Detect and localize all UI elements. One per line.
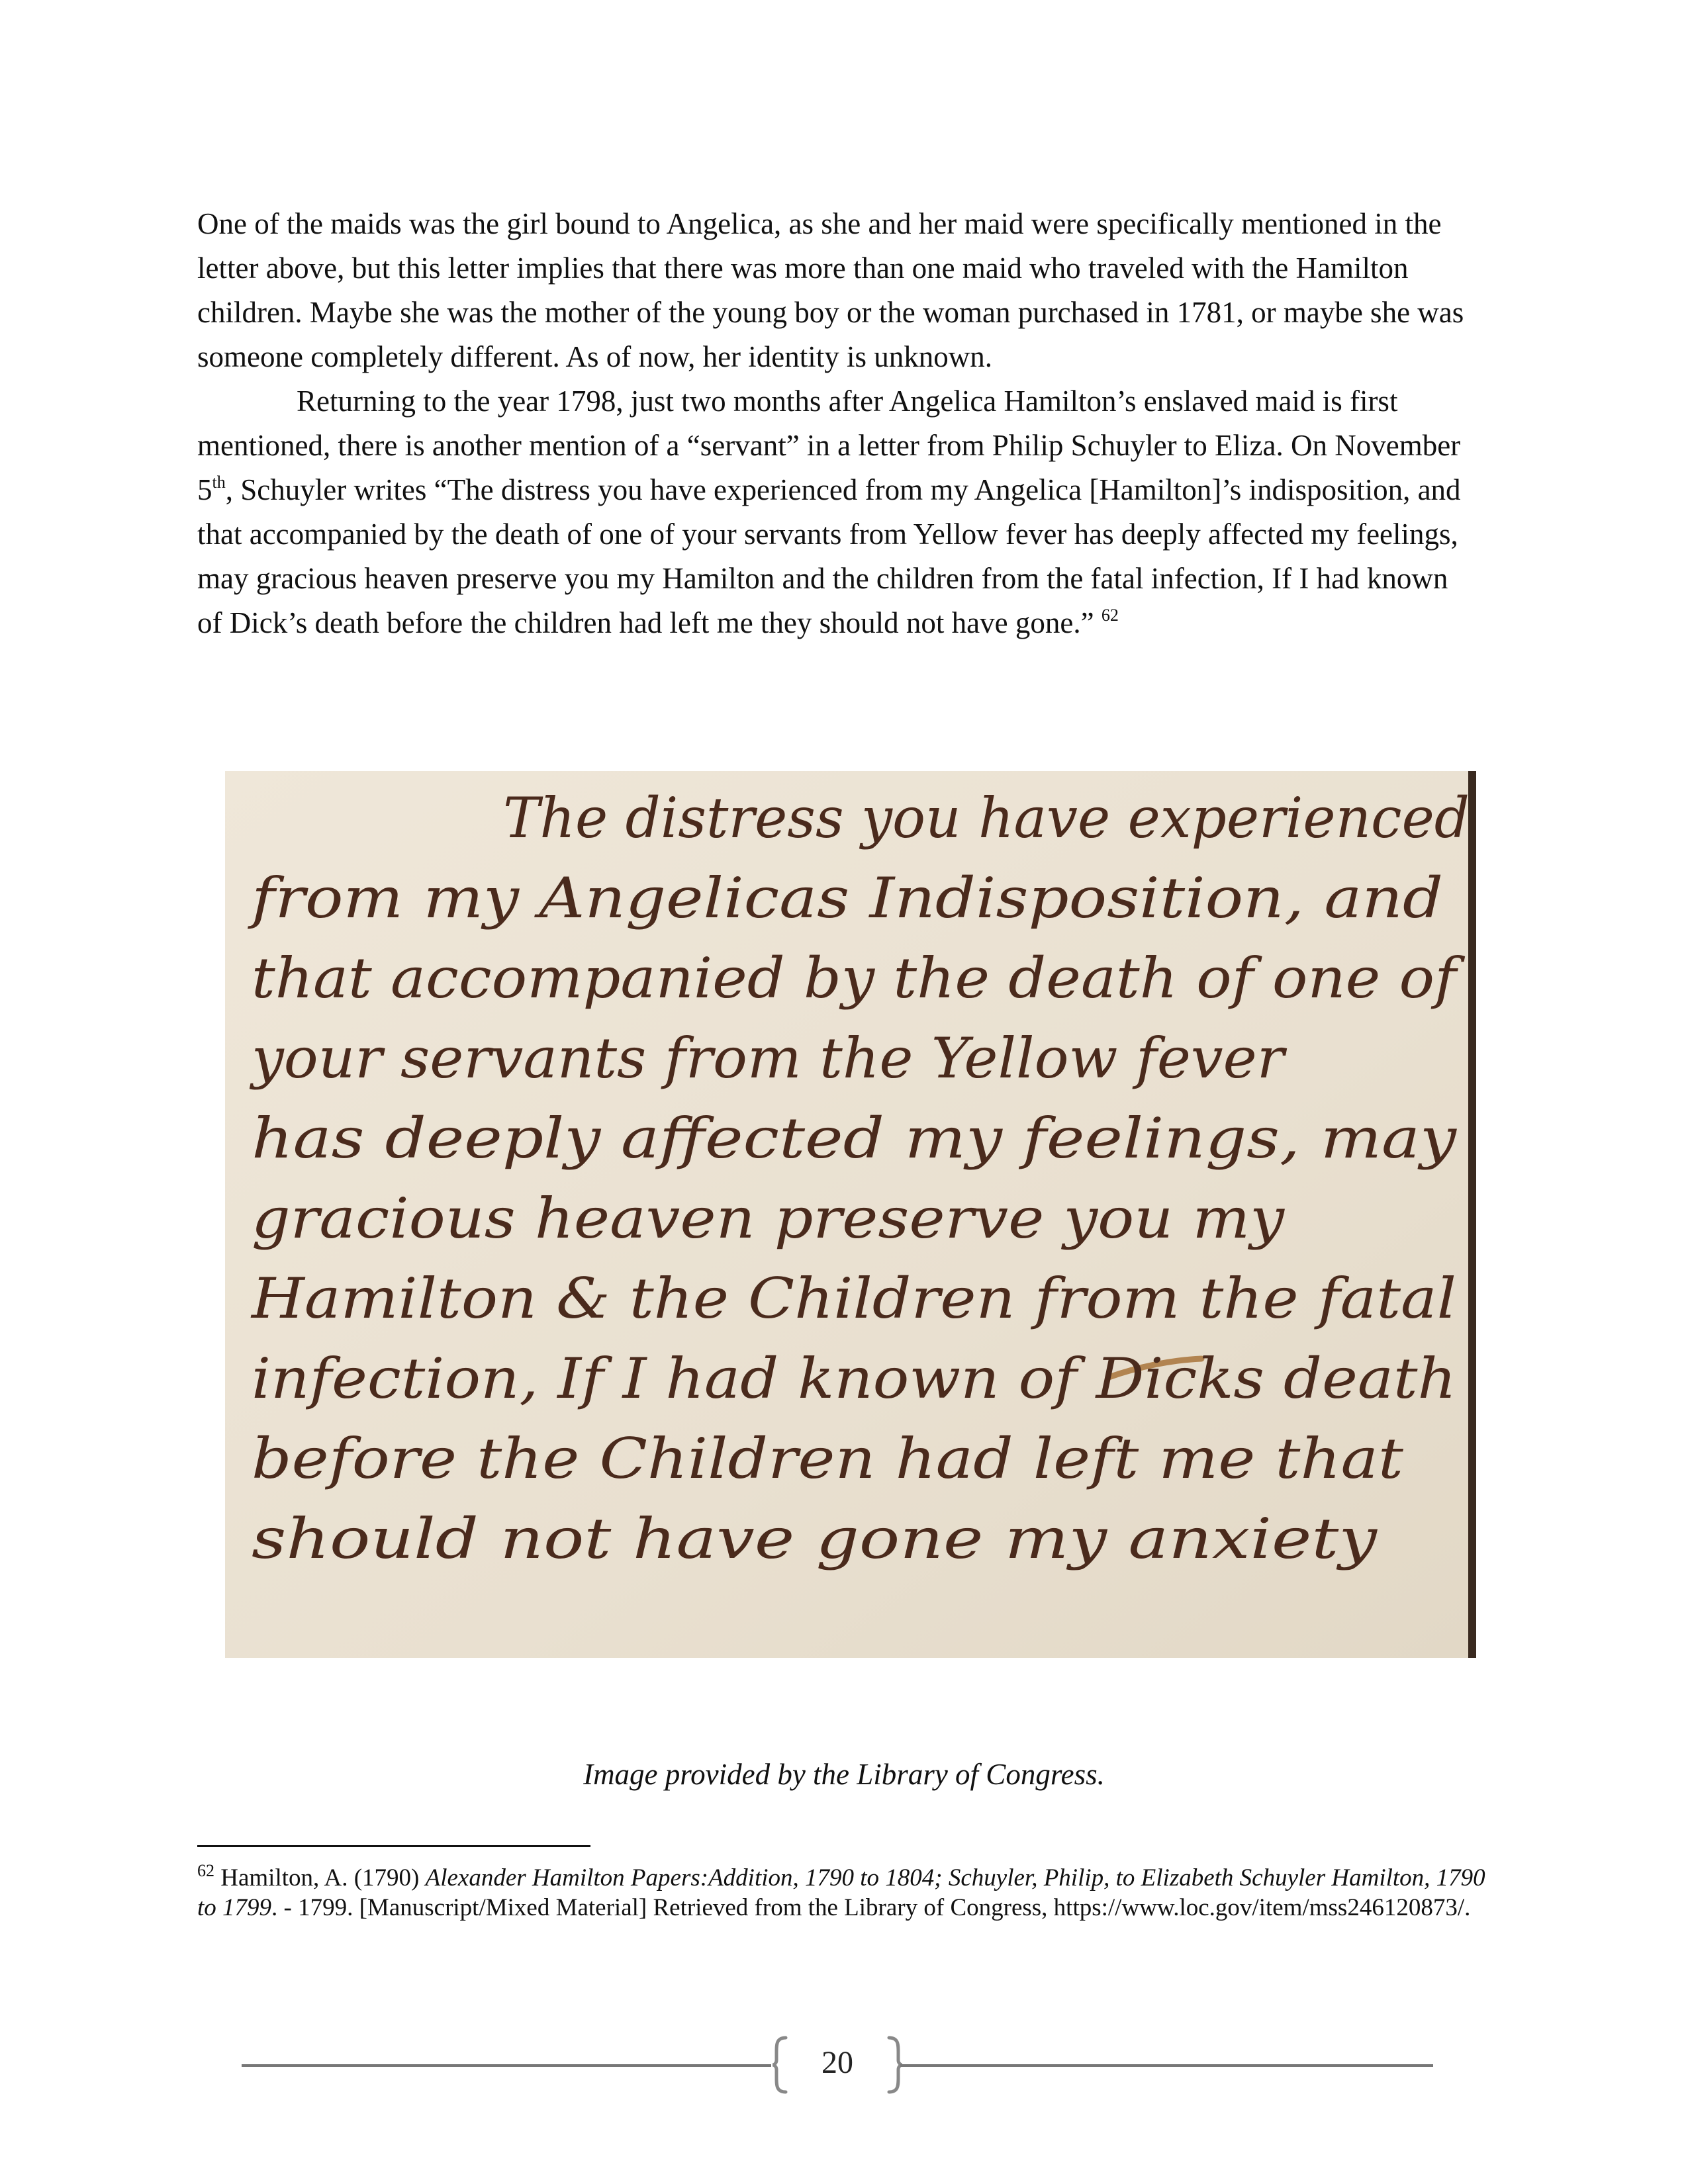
manuscript-line-8: infection, If I had known of Dicks death (252, 1346, 1456, 1411)
left-brace-icon (771, 2035, 788, 2095)
ordinal-superscript: th (212, 473, 226, 492)
paragraph-2-text-a: Returning to the year 1798, just two months after Angelica Hamilton’s enslaved maid is first mentioned, there is another mention of a “servant” in a letter from Philip Schuyler to Eliza. On November 5 (197, 385, 1461, 506)
manuscript-line-7: Hamilton & the Children from the fatal (250, 1266, 1456, 1331)
footnote-details: . - 1799. [Manuscript/Mixed Material] Retrieved from the Library of Congress, https://www.loc.gov/item/mss246120873/. (271, 1894, 1471, 1921)
footnote-number: 62 (197, 1861, 214, 1880)
footnote-author: Hamilton, A. (1790) (220, 1864, 420, 1891)
manuscript-line-9: before the Children had left me that (252, 1426, 1404, 1491)
image-caption: Image provided by the Library of Congress. (583, 1758, 1105, 1791)
page-number: 20 (821, 2045, 853, 2080)
manuscript-svg (225, 771, 1476, 1658)
manuscript-line-5: has deeply affected my feelings, may (252, 1106, 1458, 1171)
paragraph-2-text-b: , Schuyler writes “The distress you have experienced from my Angelica [Hamilton]’s indisposition, and that accompanied by the death of one of your servants from Yellow fever has deeply affected my feelings, may gracious heaven preserve you my Hamilton and the children from the fatal infection, If I had known of Dick’s death before the children had left me they should not have gone.” (197, 473, 1461, 639)
footnote-separator (197, 1845, 590, 1847)
page-edge-shadow (1468, 771, 1476, 1658)
footnote-reference-62[interactable]: 62 (1101, 606, 1119, 625)
page-rule-left (242, 2064, 771, 2067)
footnote-title: Alexander Hamilton Papers:Addition, 1790 to 1804; Schuyler, Philip, to Elizabeth Schuyler Hamilton, 1790 to 1799 (197, 1864, 1485, 1921)
manuscript-line-4: your servants from the Yellow fever (248, 1026, 1288, 1091)
manuscript-line-2: from my Angelicas Indisposition, and (247, 866, 1443, 931)
manuscript-line-10: should not have gone my anxiety (252, 1506, 1378, 1571)
footnote-62 (197, 1863, 1495, 1923)
manuscript-line-1: The distress you have experienced (503, 786, 1470, 850)
paragraph-2 (197, 379, 1468, 645)
page-number-bar (242, 2035, 1433, 2095)
body-text (197, 202, 1468, 645)
handwritten-letter-image (225, 771, 1476, 1658)
page-rule-right (900, 2064, 1433, 2067)
paragraph-1: One of the maids was the girl bound to Angelica, as she and her maid were specifically mentioned in the letter above, but this letter implies that there was more than one maid who traveled with the Hamilton children. Maybe she was the mother of the young boy or the woman purchased in 1781, or maybe she was someone completely different. As of now, her identity is unknown. (197, 207, 1464, 373)
manuscript-line-6: gracious heaven preserve you my (252, 1186, 1286, 1251)
manuscript-line-3: that accompanied by the death of one of (252, 946, 1466, 1011)
